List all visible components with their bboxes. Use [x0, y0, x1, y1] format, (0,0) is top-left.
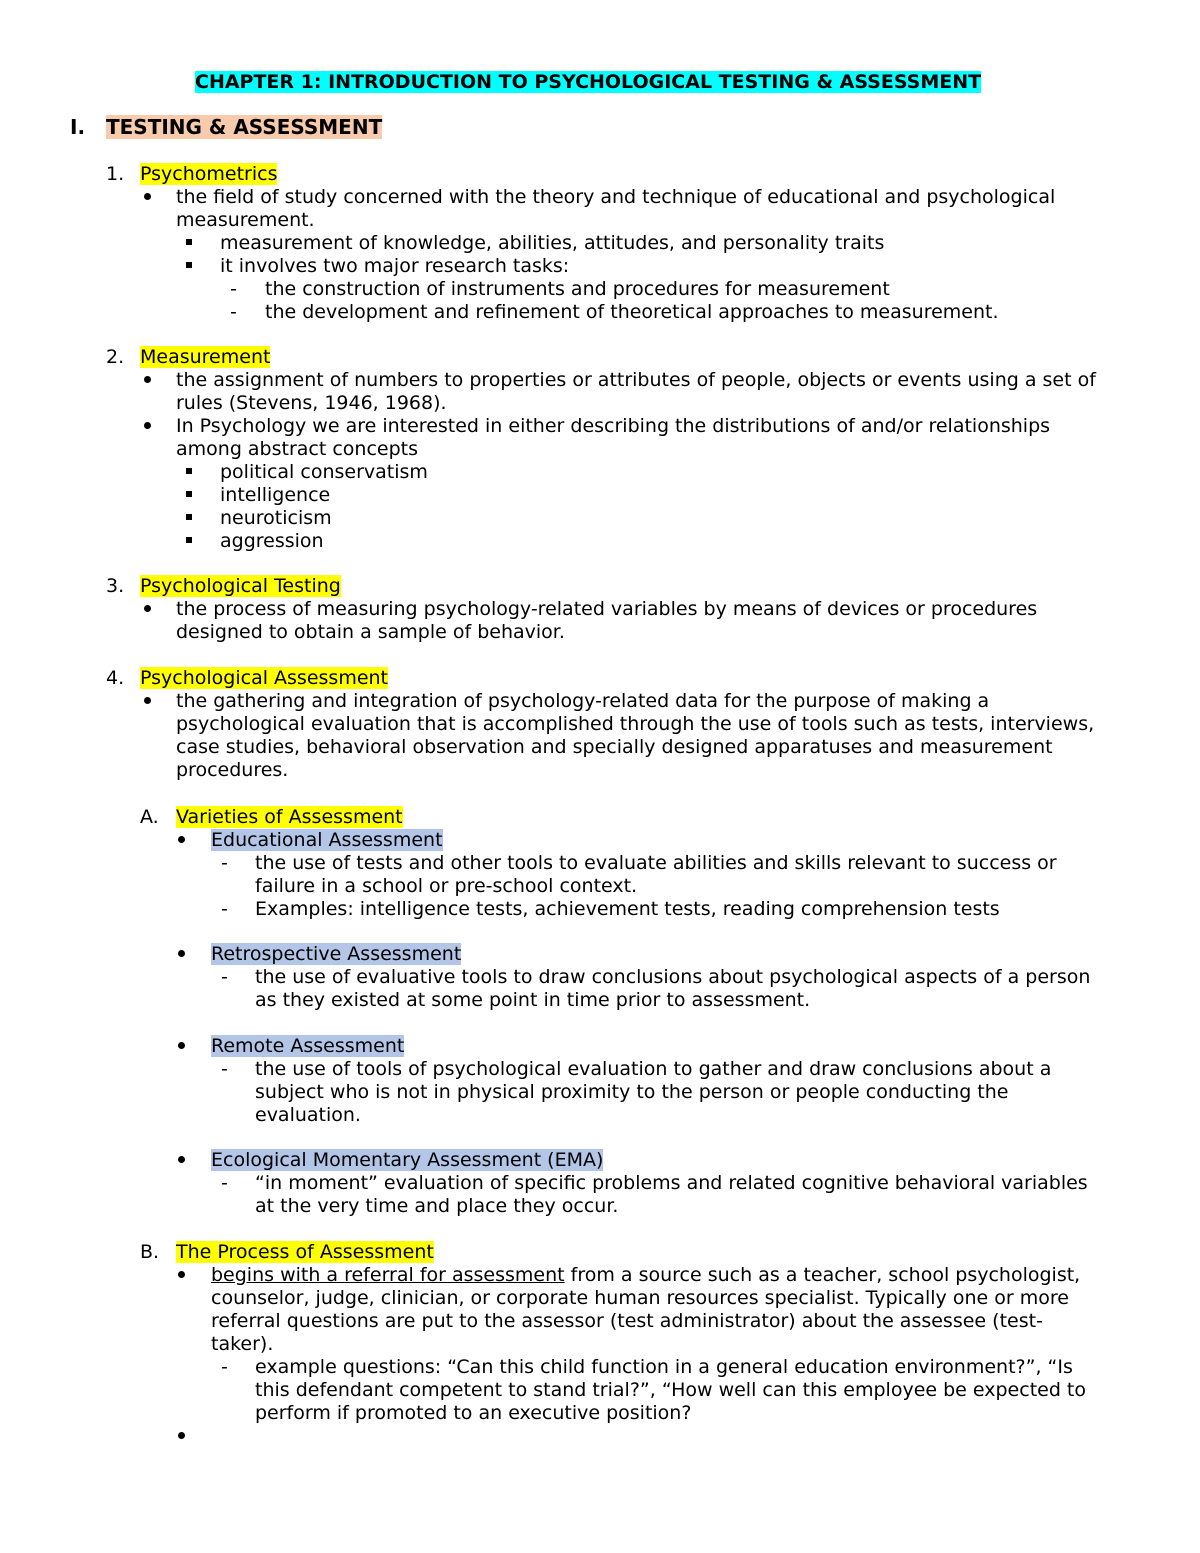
measurement-def1-line1: the assignment of numbers to properties or attributes of people, objects or events using a set of	[176, 369, 1096, 391]
psychometrics-heading	[140, 163, 277, 186]
testing-heading-text: Psychological Testing	[140, 575, 341, 597]
remote-assessment-heading	[211, 1035, 404, 1058]
dash-marker: -	[230, 301, 237, 323]
item-number-4: 4.	[106, 667, 125, 689]
subsection-letter-b: B.	[140, 1241, 160, 1263]
testing-def-line1: the process of measuring psychology-related variables by means of devices or procedures	[176, 598, 1038, 620]
assessment-heading	[140, 667, 388, 690]
item-number-3: 3.	[106, 575, 125, 597]
bullet-dot-icon	[178, 1425, 185, 1448]
ema-heading	[211, 1149, 603, 1172]
example-questions-line3: perform if promoted to an executive position?	[255, 1402, 692, 1424]
dash-marker: -	[221, 966, 228, 988]
chapter-title-text: CHAPTER 1: INTRODUCTION TO PSYCHOLOGICAL TESTING & ASSESSMENT	[195, 71, 982, 93]
psychometrics-def-line1: the field of study concerned with the theory and technique of educational and psychological	[176, 186, 1056, 208]
retrospective-def-line2: as they existed at some point in time prior to assessment.	[255, 989, 811, 1011]
dash-marker: -	[221, 898, 228, 920]
measurement-def2-line2: among abstract concepts	[176, 438, 419, 460]
bullet-dot-icon	[178, 943, 185, 966]
bullet-dot-icon	[144, 598, 151, 621]
section-numeral: I.	[70, 115, 86, 139]
concept-item: neuroticism	[220, 507, 332, 529]
concept-item: political conservatism	[220, 461, 428, 483]
psychometrics-heading-text: Psychometrics	[140, 163, 278, 185]
item-number-2: 2.	[106, 346, 125, 368]
process-line2: counselor, judge, clinician, or corporate human resources specialist. Typically one or more	[211, 1287, 1069, 1309]
process-heading-text: The Process of Assessment	[176, 1241, 434, 1263]
process-line1	[211, 1264, 1080, 1287]
remote-def-line1: the use of tools of psychological evaluation to gather and draw conclusions about a	[255, 1058, 1052, 1080]
varieties-heading	[176, 806, 403, 829]
ema-def-line1: “in moment” evaluation of specific problems and related cognitive behavioral variables	[255, 1172, 1088, 1194]
ema-heading-text: Ecological Momentary Assessment (EMA)	[211, 1149, 604, 1171]
square-bullet-icon	[186, 232, 192, 255]
bullet-dot-icon	[144, 415, 151, 438]
varieties-heading-text: Varieties of Assessment	[176, 806, 403, 828]
section-heading-text: TESTING & ASSESSMENT	[106, 115, 383, 139]
process-heading	[176, 1241, 434, 1264]
assessment-heading-text: Psychological Assessment	[140, 667, 389, 689]
measurement-heading-text: Measurement	[140, 346, 271, 368]
process-line4: taker).	[211, 1333, 274, 1355]
psychometrics-sub2: it involves two major research tasks:	[220, 255, 570, 277]
measurement-heading	[140, 346, 270, 369]
bullet-dot-icon	[178, 1149, 185, 1172]
square-bullet-icon	[186, 484, 192, 507]
psychometrics-sub1: measurement of knowledge, abilities, attitudes, and personality traits	[220, 232, 885, 254]
referral-underlined-text: begins with a referral for assessment	[211, 1264, 565, 1286]
concept-item: aggression	[220, 530, 324, 552]
assessment-def-line1: the gathering and integration of psychology-related data for the purpose of making a	[176, 690, 990, 712]
example-questions-line1: example questions: “Can this child function in a general education environment?”, “Is	[255, 1356, 1073, 1378]
educational-assessment-heading	[211, 829, 443, 852]
process-line1-rest: from a source such as a teacher, school psychologist,	[564, 1264, 1081, 1286]
retrospective-assessment-text: Retrospective Assessment	[211, 943, 462, 965]
measurement-def2-line1: In Psychology we are interested in either describing the distributions of and/or relationships	[176, 415, 1051, 437]
testing-def-line2: designed to obtain a sample of behavior.	[176, 621, 565, 643]
bullet-dot-icon	[178, 1035, 185, 1058]
educational-def-line1: the use of tests and other tools to evaluate abilities and skills relevant to success or	[255, 852, 1057, 874]
dash-marker: -	[221, 1058, 228, 1080]
square-bullet-icon	[186, 530, 192, 553]
psychometrics-task1: the construction of instruments and procedures for measurement	[265, 278, 890, 300]
measurement-def1-line2: rules (Stevens, 1946, 1968).	[176, 392, 447, 414]
psychometrics-task2: the development and refinement of theoretical approaches to measurement.	[265, 301, 999, 323]
dash-marker: -	[221, 1172, 228, 1194]
remote-assessment-text: Remote Assessment	[211, 1035, 405, 1057]
bullet-dot-icon	[144, 186, 151, 209]
remote-def-line2: subject who is not in physical proximity to the person or people conducting the	[255, 1081, 1009, 1103]
section-heading	[106, 116, 382, 139]
dash-marker: -	[230, 278, 237, 300]
retrospective-assessment-heading	[211, 943, 461, 966]
process-line3: referral questions are put to the assessor (test administrator) about the assessee (test-	[211, 1310, 1043, 1332]
item-number-1: 1.	[106, 163, 125, 185]
subsection-letter-a: A.	[140, 806, 159, 828]
assessment-def-line3: case studies, behavioral observation and specially designed apparatuses and measurement	[176, 736, 1053, 758]
psychometrics-def-line2: measurement.	[176, 209, 315, 231]
bullet-dot-icon	[178, 829, 185, 852]
ema-def-line2: at the very time and place they occur.	[255, 1195, 619, 1217]
remote-def-line3: evaluation.	[255, 1104, 361, 1126]
chapter-title	[195, 71, 981, 94]
square-bullet-icon	[186, 255, 192, 278]
square-bullet-icon	[186, 461, 192, 484]
bullet-dot-icon	[144, 369, 151, 392]
educational-examples: Examples: intelligence tests, achievement tests, reading comprehension tests	[255, 898, 1000, 920]
bullet-dot-icon	[144, 690, 151, 713]
bullet-dot-icon	[178, 1264, 185, 1287]
example-questions-line2: this defendant competent to stand trial?”, “How well can this employee be expected to	[255, 1379, 1087, 1401]
testing-heading	[140, 575, 341, 598]
square-bullet-icon	[186, 507, 192, 530]
assessment-def-line4: procedures.	[176, 759, 289, 781]
dash-marker: -	[221, 852, 228, 874]
educational-assessment-text: Educational Assessment	[211, 829, 443, 851]
retrospective-def-line1: the use of evaluative tools to draw conclusions about psychological aspects of a person	[255, 966, 1091, 988]
dash-marker: -	[221, 1356, 228, 1378]
assessment-def-line2: psychological evaluation that is accomplished through the use of tools such as tests, interviews,	[176, 713, 1095, 735]
educational-def-line2: failure in a school or pre-school context.	[255, 875, 638, 897]
concept-item: intelligence	[220, 484, 331, 506]
